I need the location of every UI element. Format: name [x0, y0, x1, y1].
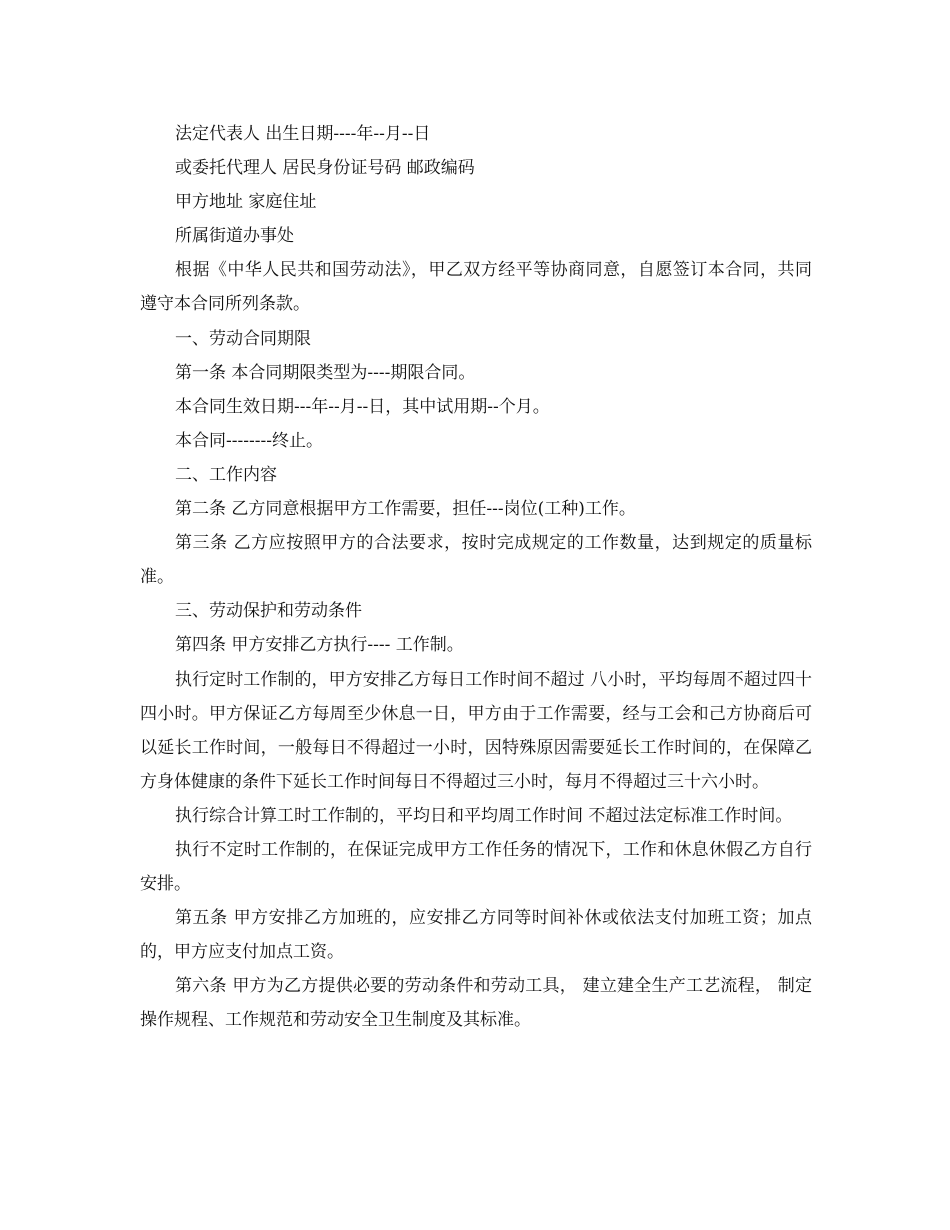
- article-3: 第三条 乙方应按照甲方的合法要求，按时完成规定的工作数量，达到规定的质量标准。: [140, 533, 812, 588]
- article-2: 第二条 乙方同意根据甲方工作需要，担任---岗位(工种)工作。: [175, 499, 636, 520]
- article-5: 第五条 甲方安排乙方加班的，应安排乙方同等时间补休或依法支付加班工资；加点的，甲方应支付加点工资。: [140, 908, 812, 963]
- article-1: 第一条 本合同期限类型为----期限合同。: [175, 362, 476, 383]
- contract-body: [140, 117, 812, 1038]
- section-heading-labor-protection: 三、劳动保护和劳动条件: [175, 601, 362, 622]
- paragraph-termination: 本合同--------终止。: [175, 430, 323, 451]
- section-heading-contract-term: 一、劳动合同期限: [175, 328, 311, 349]
- article-6: 第六条 甲方为乙方提供必要的劳动条件和劳动工具， 建立建全生产工艺流程， 制定操作规程、工作规范和劳动安全卫生制度及其标准。: [140, 976, 812, 1031]
- paragraph-street-office: 所属街道办事处: [175, 226, 294, 247]
- section-heading-work-content: 二、工作内容: [175, 464, 277, 485]
- paragraph-legal-representative: 法定代表人 出生日期----年--月--日: [175, 124, 431, 144]
- paragraph-preamble: 根据《中华人民共和国劳动法》，甲乙双方经平等协商同意，自愿签订本合同，共同遵守本合同所列条款。: [140, 260, 812, 315]
- paragraph-effective-date: 本合同生效日期---年--月--日，其中试用期--个月。: [175, 396, 550, 417]
- paragraph-comprehensive-hours: 执行综合计算工时工作制的，平均日和平均周工作时间 不超过法定标准工作时间。: [175, 805, 793, 826]
- paragraph-addresses: 甲方地址 家庭住址: [175, 192, 317, 213]
- paragraph-fixed-hours: 执行定时工作制的，甲方安排乙方每日工作时间不超过 八小时，平均每周不超过四十四小时。甲方保证乙方每周至少休息一日，甲方由于工作需要，经与工会和己方协商后可以延长工作时间，一般每日不得超过一小时，因特殊原因需要延长工作时间的，在保障乙方身体健康的条件下延长工作时间每日不得超过三小时，每月不得超过三十六小时。: [140, 669, 812, 792]
- article-4: 第四条 甲方安排乙方执行---- 工作制。: [175, 635, 464, 656]
- paragraph-authorized-agent: 或委托代理人 居民身份证号码 邮政编码: [175, 158, 475, 179]
- paragraph-flexible-hours: 执行不定时工作制的，在保证完成甲方工作任务的情况下，工作和休息休假乙方自行安排。: [140, 839, 812, 895]
